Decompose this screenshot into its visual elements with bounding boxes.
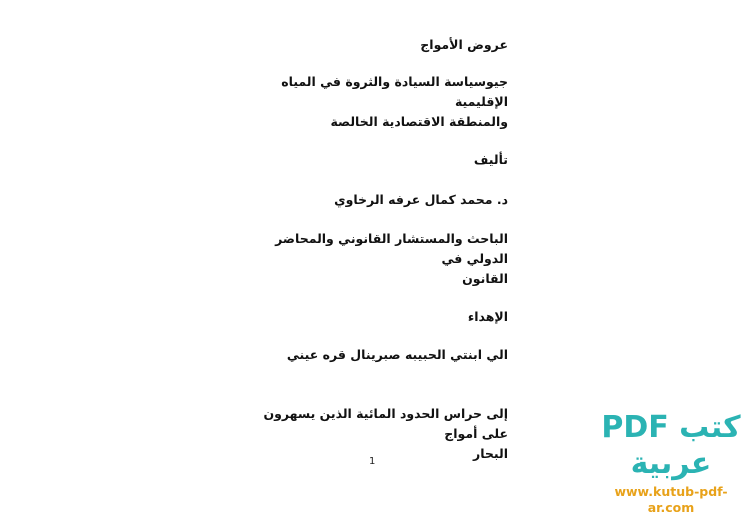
author-name-text: د. محمد كمال عرفه الرخاوي — [334, 192, 508, 207]
dedication-heading-text: الإهداء — [467, 309, 508, 324]
dedication-daughter-text: الي ابنتي الحبيبه صبرينال قره عيني — [286, 347, 508, 362]
authorship-heading — [238, 150, 508, 170]
subtitle-line: جيوسياسة السيادة والثروة في المياه الإقليمية — [281, 74, 508, 109]
authorship-heading-text: تأليف — [473, 152, 508, 167]
subtitle-line: والمنطقة الاقتصادية الخالصة — [330, 114, 508, 129]
book-subtitle — [238, 72, 508, 132]
dedication-guards — [238, 404, 508, 464]
watermark — [596, 410, 746, 516]
book-title — [238, 35, 508, 55]
dedication-guards-line: البحار — [473, 446, 508, 461]
watermark-url: www.kutub-pdf-ar.com — [614, 484, 728, 515]
author-role — [238, 229, 508, 289]
book-title-text: عروض الأمواج — [420, 37, 508, 52]
dedication-daughter — [238, 345, 508, 365]
author-role-line: الباحث والمستشار القانوني والمحاضر الدولي في — [275, 231, 508, 266]
dedication-heading — [238, 307, 508, 327]
watermark-logo: كتب PDF عربية — [601, 410, 741, 481]
dedication-guards-line: إلى حراس الحدود المائية الذين يسهرون على أمواج — [263, 406, 508, 441]
page-number: 1 — [369, 456, 376, 467]
author-role-line: القانون — [462, 271, 508, 286]
author-name — [238, 190, 508, 210]
